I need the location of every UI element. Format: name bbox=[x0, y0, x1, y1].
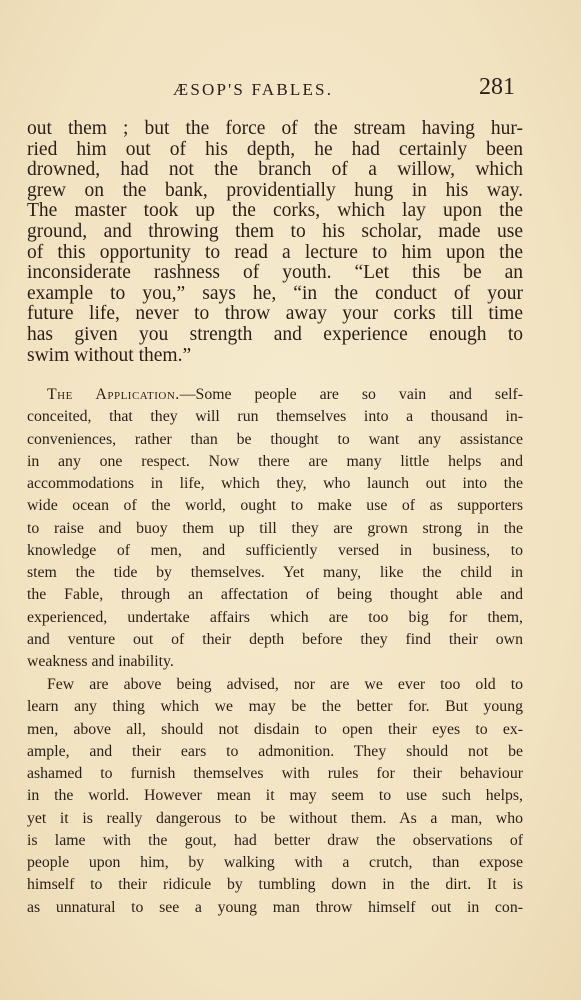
running-title: ÆSOP'S FABLES. bbox=[173, 80, 334, 99]
text-line: ample, and their ears to admonition. They should not be bbox=[27, 742, 523, 760]
text-line: ried him out of his depth, he had certainly been bbox=[27, 138, 523, 160]
text-line: ashamed to furnish themselves with rules for their behaviour bbox=[27, 765, 523, 782]
application-heading: The Application. bbox=[47, 386, 180, 403]
text-line: Few are above being advised, nor are we ever too old to bbox=[47, 676, 523, 693]
text-line: to raise and buoy them up till they are grown strong in the bbox=[27, 519, 523, 537]
page-number: 281 bbox=[479, 74, 515, 100]
text-line: and venture out of their depth before they find their own bbox=[27, 630, 523, 648]
text-line: in the world. However mean it may seem to use such helps, bbox=[27, 787, 523, 805]
text-line: knowledge of men, and sufficiently versed in business, to bbox=[27, 541, 523, 559]
text-line: inconsiderate rashness of youth. “Let this be an bbox=[27, 262, 523, 284]
text-line: drowned, had not the branch of a willow, which bbox=[27, 159, 523, 181]
text-line: experienced, undertake affairs which are too big for them, bbox=[27, 608, 523, 626]
text-line: weakness and inability. bbox=[27, 653, 174, 670]
text-line: people upon him, by walking with a crutch, than expose bbox=[27, 854, 523, 871]
text-line: out them ; but the force of the stream having hur- bbox=[27, 118, 523, 139]
application-first-line bbox=[27, 384, 523, 406]
text-line: wide ocean of the world, ought to make use of as supporters bbox=[27, 497, 523, 515]
application-paragraph bbox=[27, 384, 523, 673]
text-line: conceited, that they will run themselves into a thousand in- bbox=[27, 408, 523, 426]
advice-paragraph bbox=[27, 674, 523, 919]
text-line: of this opportunity to read a lecture to him upon the bbox=[27, 241, 523, 263]
text-line: swim without them.” bbox=[27, 344, 192, 366]
text-line: as unnatural to see a young man throw himself out in con- bbox=[27, 898, 523, 916]
text-line: yet it is really dangerous to be without them. As a man, who bbox=[27, 809, 523, 827]
text-line: grew on the bank, providentially hung in his way. bbox=[27, 179, 523, 201]
text-line: ground, and throwing them to his scholar, made use bbox=[27, 220, 523, 242]
text-line: example to you,” says he, “in the conduct of your bbox=[27, 282, 523, 304]
text-line: stem the tide by themselves. Yet many, like the child in bbox=[27, 564, 523, 581]
text-line: learn any thing which we may be the better for. But young bbox=[27, 698, 523, 716]
text-line: accommodations in life, which they, who launch out into the bbox=[27, 475, 523, 492]
text-line: men, above all, should not disdain to open their eyes to ex- bbox=[27, 720, 523, 738]
text-line: future life, never to throw away your corks till time bbox=[27, 303, 523, 325]
page-header bbox=[0, 74, 581, 104]
text-line: himself to their ridicule by tumbling down in the dirt. It is bbox=[27, 876, 523, 894]
text-line: conveniences, rather than be thought to want any assistance bbox=[27, 430, 523, 448]
text-line: The master took up the corks, which lay upon the bbox=[27, 200, 523, 222]
text-line: in any one respect. Now there are many little helps and bbox=[27, 452, 523, 470]
text-line: the Fable, through an affectation of being thought able and bbox=[27, 586, 523, 604]
application-first-line-text: —Some people are so vain and self- bbox=[179, 386, 523, 403]
text-line: has given you strength and experience enough to bbox=[27, 323, 523, 345]
text-line: is lame with the gout, had better draw the observations of bbox=[27, 831, 523, 849]
fable-paragraph bbox=[27, 119, 523, 366]
